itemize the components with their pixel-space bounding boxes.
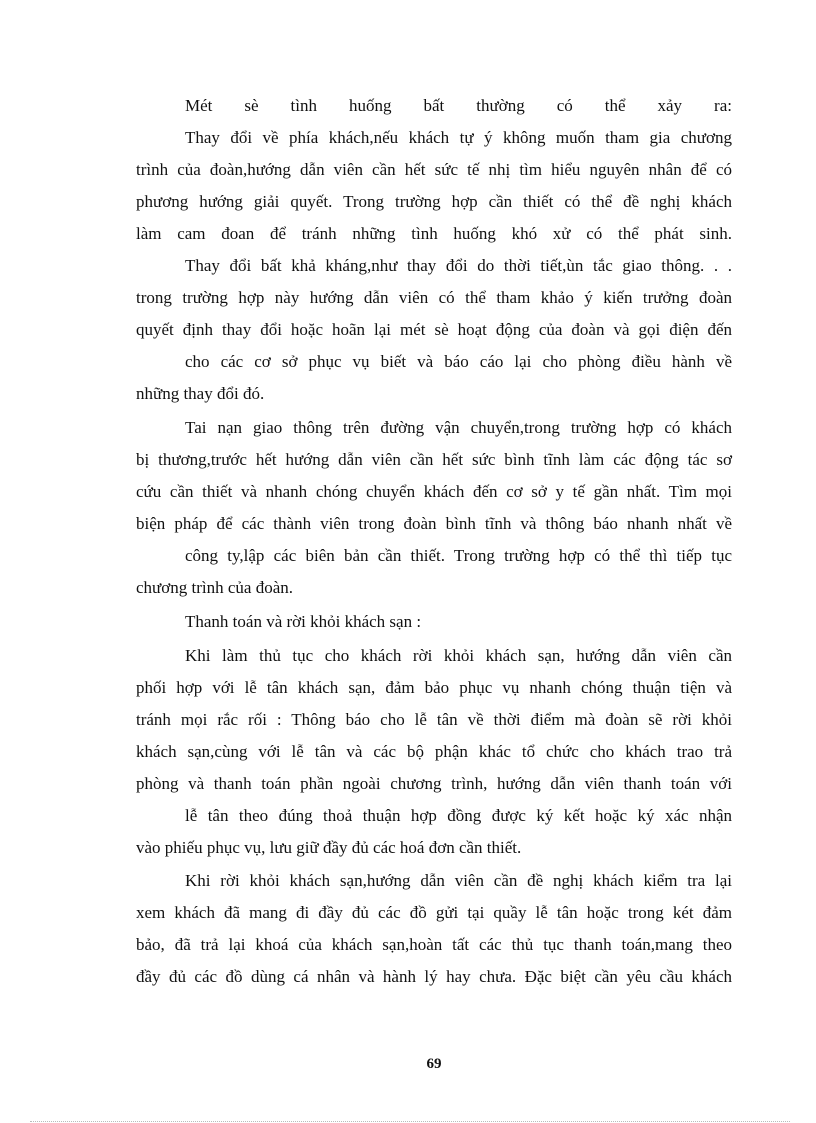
text-line: khách sạn,cùng với lễ tân và các bộ phận khác tổ chức cho khách trao trả bbox=[136, 742, 732, 761]
text-line: trình của đoàn,hướng dẫn viên cần hết sức tế nhị tìm hiểu nguyên nhân để có bbox=[136, 160, 732, 179]
page-number: 69 bbox=[426, 1056, 442, 1072]
text-line: cho các cơ sở phục vụ biết và báo cáo lại cho phòng điều hành về bbox=[185, 352, 732, 371]
text-line: cứu cần thiết và nhanh chóng chuyển khách đến cơ sở y tế gần nhất. Tìm mọi bbox=[136, 482, 732, 501]
text-line: vào phiếu phục vụ, lưu giữ đầy đủ các hoá đơn cần thiết. bbox=[136, 838, 522, 857]
text-line: chương trình của đoàn. bbox=[136, 578, 293, 597]
text-line: những thay đổi đó. bbox=[136, 384, 265, 403]
text-line: phối hợp với lễ tân khách sạn, đảm bảo phục vụ nhanh chóng thuận tiện và bbox=[136, 678, 732, 697]
footer-divider bbox=[30, 1121, 790, 1122]
text-line: tránh mọi rắc rối : Thông báo cho lễ tân về thời điểm mà đoàn sẽ rời khỏi bbox=[136, 710, 732, 729]
text-line: Thay đổi về phía khách,nếu khách tự ý không muốn tham gia chương bbox=[185, 128, 732, 147]
text-line: bảo, đã trả lại khoá của khách sạn,hoàn tất các thủ tục thanh toán,mang theo bbox=[136, 935, 732, 954]
text-line: công ty,lập các biên bản cần thiết. Trong trường hợp có thể thì tiếp tục bbox=[185, 546, 732, 565]
text-line: quyết định thay đổi hoặc hoãn lại mét sè hoạt động của đoàn và gọi điện đến bbox=[136, 320, 732, 339]
text-line: lễ tân theo đúng thoả thuận hợp đồng được ký kết hoặc ký xác nhận bbox=[185, 806, 732, 825]
text-line: đầy đủ các đồ dùng cá nhân và hành lý hay chưa. Đặc biệt cần yêu cầu khách bbox=[136, 967, 732, 986]
text-line: biện pháp để các thành viên trong đoàn bình tĩnh và thông báo nhanh nhất về bbox=[136, 514, 732, 533]
section-heading: Thanh toán và rời khỏi khách sạn : bbox=[185, 612, 422, 631]
text-line: bị thương,trước hết hướng dẫn viên cần hết sức bình tĩnh làm các động tác sơ bbox=[136, 450, 732, 469]
text-line: phương hướng giải quyết. Trong trường hợp cần thiết có thể đề nghị khách bbox=[136, 192, 732, 211]
text-line: trong trường hợp này hướng dẫn viên có thể tham khảo ý kiến trưởng đoàn bbox=[136, 288, 732, 307]
text-line: Tai nạn giao thông trên đường vận chuyển,trong trường hợp có khách bbox=[185, 418, 732, 437]
text-line: phòng và thanh toán phần ngoài chương trình, hướng dẫn viên thanh toán với bbox=[136, 774, 732, 793]
text-line: Khi làm thủ tục cho khách rời khỏi khách sạn, hướng dẫn viên cần bbox=[185, 646, 732, 665]
text-line: Khi rời khỏi khách sạn,hướng dẫn viên cần đề nghị khách kiểm tra lại bbox=[185, 871, 732, 890]
text-line: Thay đổi bất khả kháng,như thay đổi do thời tiết,ùn tắc giao thông. . . bbox=[185, 256, 732, 275]
text-line: xem khách đã mang đi đầy đủ các đồ gửi tại quầy lễ tân hoặc trong két đảm bbox=[136, 903, 732, 922]
text-line: làm cam đoan để tránh những tình huống khó xử có thể phát sinh. bbox=[136, 224, 732, 243]
text-line: Mét sè tình huống bất thường có thể xảy ra: bbox=[185, 96, 732, 115]
